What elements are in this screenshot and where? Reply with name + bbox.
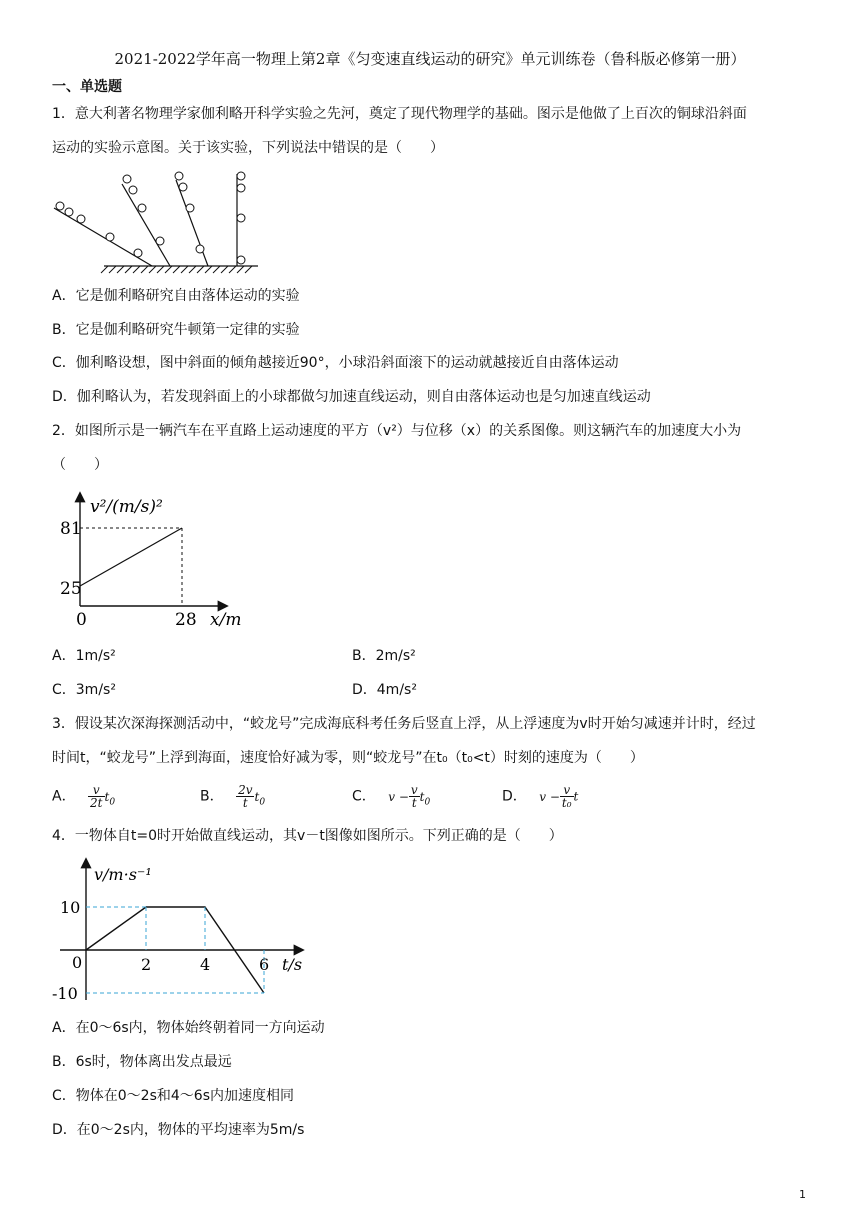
q3-option-c: C． v − $\frac{v}{t}$ $t_0$	[352, 783, 431, 810]
x-tick-28: 28	[175, 610, 197, 630]
q3-stem-line1: 3．假设某次深海探测活动中，“蛟龙号”完成海底科考任务后竖直上浮，从上浮速度为v时开始匀减速并计时，经过	[52, 716, 756, 732]
q2-option-a: A．1m/s²	[52, 648, 116, 664]
q1-option-d: D．伽利略认为，若发现斜面上的小球都做匀加速直线运动，则自由落体运动也是匀加速直线运动	[52, 389, 651, 405]
q3-option-d: D． v − $\frac{v}{\text{t₀}}$ t	[502, 783, 579, 810]
page-number: 1	[799, 1188, 806, 1201]
q4-option-a: A．在0～6s内，物体始终朝着同一方向运动	[52, 1020, 325, 1036]
x-axis-label: t/s	[282, 955, 303, 974]
page-title: 2021-2022学年高一物理上第2章《匀变速直线运动的研究》单元训练卷（鲁科版必修第一册）	[114, 50, 746, 68]
x-tick-6: 6	[259, 955, 270, 974]
data-line	[80, 528, 182, 586]
q4-option-c: C．物体在0～2s和4～6s内加速度相同	[52, 1088, 294, 1104]
x-tick-4: 4	[200, 955, 211, 974]
v2-x-graph	[50, 488, 260, 633]
origin-label: 0	[72, 953, 83, 972]
q4-stem: 4．一物体自t=0时开始做直线运动，其v－t图像如图所示。下列正确的是（ ）	[52, 828, 563, 844]
q1-option-a: A．它是伽利略研究自由落体运动的实验	[52, 288, 300, 304]
q2-option-c: C．3m/s²	[52, 682, 116, 698]
q2-option-b: B．2m/s²	[352, 648, 416, 664]
v-t-graph	[50, 854, 310, 1004]
galileo-incline-figure	[48, 168, 268, 276]
x-axis-label: x/m	[210, 610, 242, 630]
y-axis-label: v²/(m/s)²	[90, 497, 163, 517]
origin-label: 0	[76, 610, 87, 630]
q1-stem-line2: 运动的实验示意图。关于该实验，下列说法中错误的是（ ）	[52, 140, 444, 156]
y-tick-10: 10	[60, 898, 81, 917]
q1-option-b: B．它是伽利略研究牛顿第一定律的实验	[52, 322, 300, 338]
q3-stem-line2: 时间t，“蛟龙号”上浮到海面，速度恰好减为零，则“蛟龙号”在t₀（t₀<t）时刻的速度为（ ）	[52, 750, 644, 766]
q4-option-d: D．在0～2s内，物体的平均速率为5m/s	[52, 1122, 305, 1138]
q1-stem-line1: 1．意大利著名物理学家伽利略开科学实验之先河，奠定了现代物理学的基础。图示是他做了上百次的铜球沿斜面	[52, 106, 747, 122]
q3-option-b: B． $\frac{2v}{t}$ $t_0$	[200, 783, 266, 810]
section-heading: 一、单选题	[52, 79, 122, 95]
q2-option-d: D．4m/s²	[352, 682, 417, 698]
y-axis-label: v/m·s⁻¹	[94, 865, 152, 884]
q4-option-b: B．6s时，物体离出发点最远	[52, 1054, 232, 1070]
x-tick-2: 2	[141, 955, 152, 974]
q2-stem-line1: 2．如图所示是一辆汽车在平直路上运动速度的平方（v²）与位移（x）的关系图像。则这辆汽车的加速度大小为	[52, 423, 742, 439]
q1-option-c: C．伽利略设想，图中斜面的倾角越接近90°，小球沿斜面滚下的运动就越接近自由落体运动	[52, 355, 619, 371]
y-tick-81: 81	[60, 519, 82, 539]
q2-stem-line2: （ ）	[52, 457, 108, 473]
q3-option-a: A． $\frac{v}{2t}$ $t_0$	[52, 783, 116, 810]
y-tick-neg10: -10	[52, 984, 78, 1003]
y-tick-25: 25	[60, 579, 82, 599]
